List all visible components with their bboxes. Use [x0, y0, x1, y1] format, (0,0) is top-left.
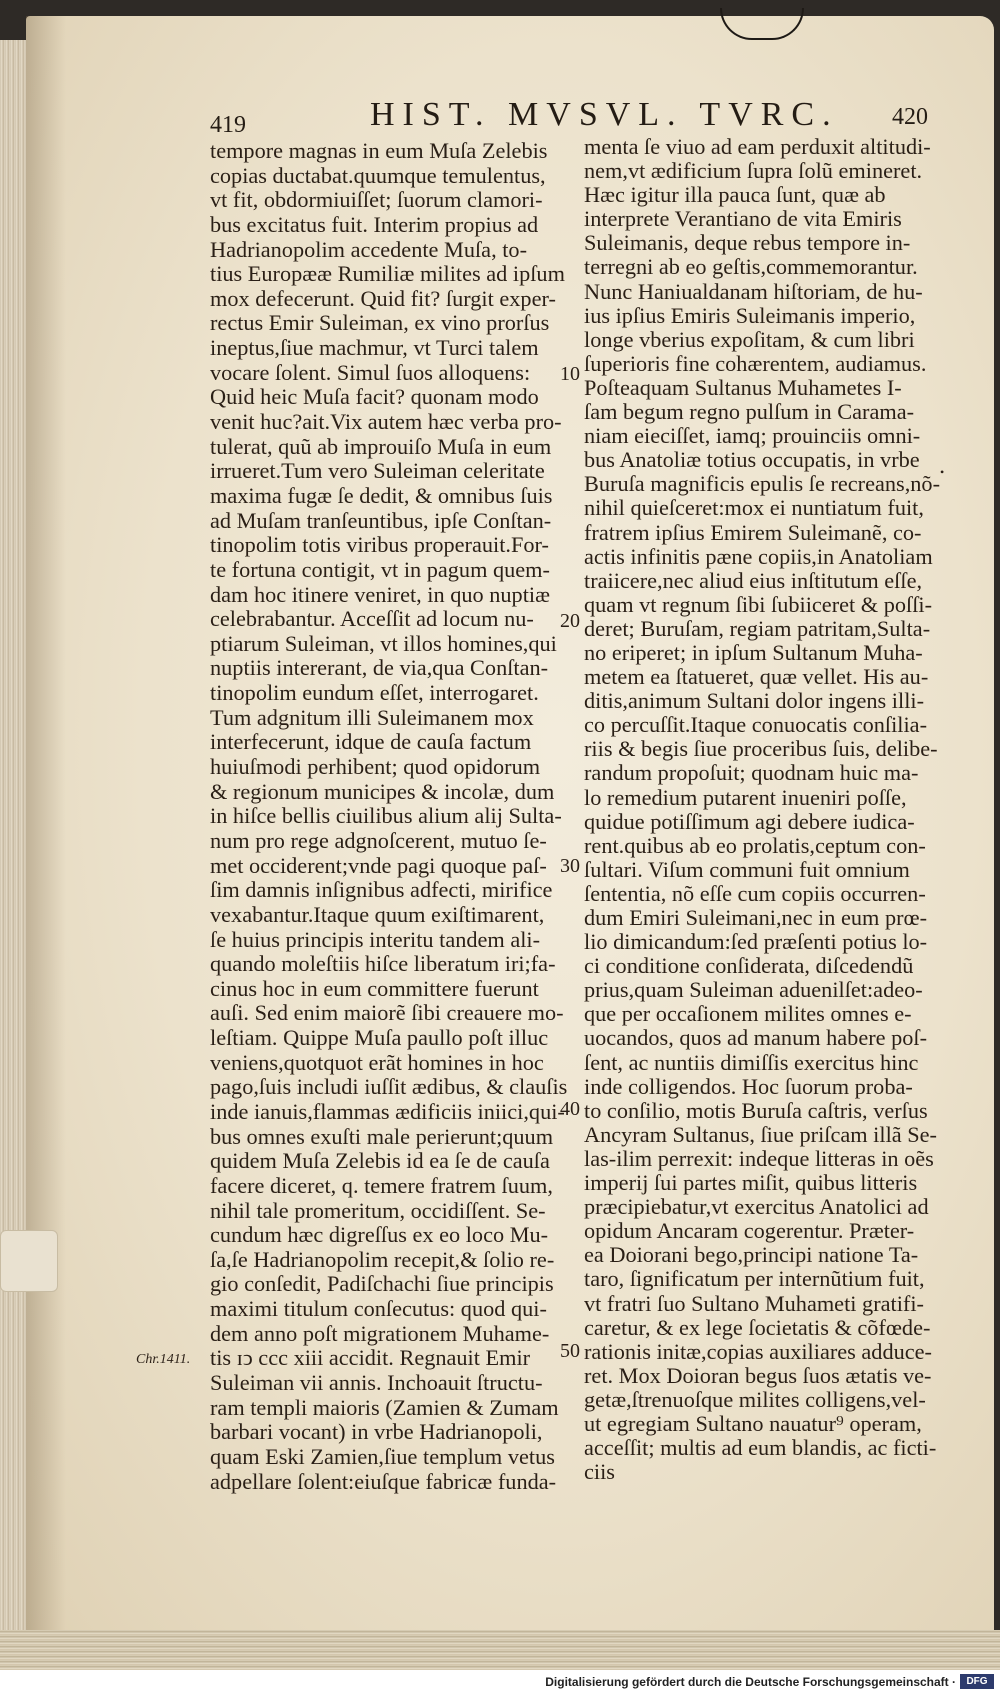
text-line: caretur, & ex lege ſocietatis & cõfœde-: [584, 1314, 931, 1340]
text-line: bus excitatus fuit. Interim propius ad: [210, 211, 539, 237]
text-line: quam Eski Zamien,ſiue templum vetus: [210, 1443, 555, 1469]
text-line: quidem Muſa Zelebis id ea ſe de cauſa: [210, 1148, 550, 1174]
text-line: interfecerunt, idque de cauſa factum: [210, 729, 532, 755]
right-page-number: 420: [892, 104, 928, 130]
text-line: lio dimicandum:ſed præſenti potius lo-: [584, 929, 928, 955]
text-line: tinopolim eundum eſſet, interrogaret.: [210, 680, 539, 706]
text-line: inde ianuis,flammas ædificiis iniici,qui-: [210, 1098, 565, 1124]
right-text-column: [584, 135, 939, 1484]
line-number-10: 10: [560, 363, 580, 385]
line-number-40: 40: [560, 1098, 580, 1120]
text-line: tinopolim totis viribus properauit.For-: [210, 532, 549, 558]
text-line: Buruſa magnificis epulis ſe recreans,nõ-: [584, 471, 941, 497]
text-line: ut egregiam Sultano nauatur⁹ operam,: [584, 1410, 922, 1436]
dfg-logo: DFG: [960, 1674, 994, 1689]
text-line: ci conditione conſiderata, diſcedendũ: [584, 953, 914, 979]
text-line: maximi titulum conſecutus: quod qui-: [210, 1296, 547, 1322]
text-line: longe vberius expoſitam, & cum libri: [584, 326, 915, 352]
text-line: deret; Buruſam, regiam patritam,Sulta-: [584, 615, 931, 641]
text-line: quam vt regnum ſibi ſubiiceret & poſſi-: [584, 591, 933, 617]
text-line: te fortuna contigit, vt in pagum quem-: [210, 556, 550, 582]
text-line: dam hoc itinere veniret, in quo nuptiæ: [210, 581, 550, 607]
text-line: lo remedium putarent inueniri poſſe,: [584, 784, 907, 810]
text-line: huiuſmodi perhibent; quod opidorum: [210, 754, 541, 780]
text-line: nem,vt ædificium ſupra ſolũ emineret.: [584, 158, 923, 184]
text-line: veniens,quotquot erãt homines in hoc: [210, 1049, 544, 1075]
text-line: præcipiebatur,vt exercitus Anatolici ad: [584, 1194, 929, 1220]
text-line: Quid heic Muſa facit? quonam modo: [210, 384, 539, 410]
text-line: no eriperet; in ipſum Sultanum Muha-: [584, 639, 923, 665]
text-line: Suleimanis, deque rebus tempore in-: [584, 230, 911, 256]
text-line: gio conſedit, Padiſchachi ſiue principis: [210, 1271, 554, 1297]
text-line: tis ɪↄ ccc xiii accidit. Regnauit Emir: [210, 1345, 531, 1371]
text-line: maxima fugæ ſe dedit, & omnibus ſuis: [210, 482, 553, 508]
text-line: quando moleſtiis hiſce liberatum iri;fa-: [210, 951, 556, 977]
text-line: copias ductabat.quumque temulentus,: [210, 162, 546, 188]
text-line: co percuſſit.Itaque conuocatis conſilia-: [584, 712, 927, 738]
text-line: fratrem ipſius Emirem Suleimanẽ, co-: [584, 519, 922, 545]
text-line: ſim damnis inſignibus adfecti, mirifice: [210, 877, 553, 903]
text-line: vexabantur.Itaque quum exiſtimarent,: [210, 901, 545, 927]
text-line: adpellare ſolent:eiuſque fabricæ funda-: [210, 1468, 557, 1494]
text-line: auſi. Sed enim maiorẽ ſibi creauere mo-: [210, 1000, 564, 1026]
text-line: ea Doiorani bego,principi natione Ta-: [584, 1242, 919, 1268]
text-line: ſent, ac nuntiis dimiſſis exercitus hinc: [584, 1049, 919, 1075]
text-line: tulerat, quũ ab improuiſo Muſa in eum: [210, 433, 552, 459]
text-line: Ancyram Sultanus, ſiue priſcam illã Se-: [584, 1121, 937, 1147]
text-line: bus omnes exuſti male perierunt;quum: [210, 1123, 554, 1149]
text-line: venit huc?ait.Vix autem hæc verba pro-: [210, 409, 562, 435]
text-line: vt fit, obdormiuiſſet; ſuorum clamori-: [210, 187, 543, 213]
text-line: interprete Verantiano de vita Emiris: [584, 206, 902, 232]
text-line: Hæc igitur illa pauca ſunt, quæ ab: [584, 182, 886, 208]
text-line: ad Muſam tranſeuntibus, ipſe Conſtan-: [210, 507, 552, 533]
paper-slip: [0, 1230, 58, 1292]
text-line: ſultari. Viſum communi fuit omnium: [584, 856, 910, 882]
text-line: num pro rege adgnoſcerent, mutuo ſe-: [210, 827, 547, 853]
text-line: bus Anatoliæ totius occupatis, in vrbe: [584, 447, 920, 473]
running-head: HIST. MVSVL. TVRC.: [370, 96, 839, 133]
text-line: quidue potiſſimum agi debere iudica-: [584, 808, 915, 834]
text-line: niam eieciſſet, iamq; prouinciis omni-: [584, 423, 921, 449]
text-line: pago,ſuis includi iuſſit ædibus, & clauſis: [210, 1074, 568, 1100]
text-line: leſtiam. Quippe Muſa paullo poſt illuc: [210, 1025, 549, 1051]
text-line: facere diceret, q. temere fratrem ſuum,: [210, 1172, 553, 1198]
text-line: dem anno poſt migrationem Muhame-: [210, 1320, 550, 1346]
text-line: ſententia, nõ eſſe cum copiis occurren-: [584, 880, 926, 906]
text-line: to conſilio, motis Buruſa caſtris, verſus: [584, 1097, 928, 1123]
left-page-number: 419: [210, 112, 246, 138]
text-line: randum propoſuit; quodnam huic ma-: [584, 760, 919, 786]
text-line: nihil quieſceret:mox ei nuntiatum fuit,: [584, 495, 924, 521]
text-line: que per occaſionem milites omnes e-: [584, 1001, 912, 1027]
text-line: getæ,ſtrenuoſque milites colligens,vel-: [584, 1386, 926, 1412]
text-line: acceſſit; multis ad eum blandis, ac ficti-: [584, 1435, 937, 1461]
text-line: taro, ſignificatum per internũtium fuit,: [584, 1266, 925, 1292]
footer-credit: Digitalisierung gefördert durch die Deutsche Forschungsgemeinschaft ·: [545, 1675, 956, 1689]
text-line: tempore magnas in eum Muſa Zelebis: [210, 138, 548, 163]
text-line: ſa,ſe Hadrianopolim recepit,& ſolio re-: [210, 1246, 555, 1272]
text-line: ditis,animum Sultani dolor ingens illi-: [584, 688, 925, 714]
text-line: rectus Emir Suleiman, ex vino prorſus: [210, 310, 550, 336]
text-line: ram templi maioris (Zamien & Zumam: [210, 1394, 559, 1420]
text-line: dum Emiri Suleimani,nec in eum prœ-: [584, 905, 928, 930]
left-text-column: [210, 138, 568, 1494]
text-line: rent.quibus ab eo prolatis,ceptum con-: [584, 832, 926, 858]
page-stack-edge: [0, 1630, 1000, 1670]
text-line: irrueret.Tum vero Suleiman celeritate: [210, 458, 545, 484]
text-line: riis & begis ſiue proceribus ſuis, delibe-: [584, 736, 938, 762]
text-line: actis infinitis pæne copiis,in Anatoliam: [584, 543, 933, 569]
text-line: rationis initæ,copias auxiliares adduce-: [584, 1338, 932, 1364]
text-line: Tum adgnitum illi Suleimanem mox: [210, 704, 534, 730]
text-line: ret. Mox Doioran begus ſuos ætatis ve-: [584, 1362, 932, 1388]
line-number-20: 20: [560, 610, 580, 632]
text-line: Poſteaquam Sultanus Muhametes I-: [584, 374, 902, 400]
text-line: cinus hoc in eum committere fuerunt: [210, 975, 539, 1001]
gutter-shadow: [26, 16, 66, 1636]
text-line: ptiarum Suleiman, vt illos homines,qui: [210, 630, 557, 656]
text-line: traiicere,nec aliud eius inſtitutum eſſe,: [584, 567, 923, 593]
margin-dot: •: [940, 465, 945, 479]
text-line: ius ipſius Emiris Suleimanis imperio,: [584, 302, 916, 328]
line-number-30: 30: [560, 855, 580, 877]
margin-note-year: Chr.1411.: [136, 1352, 191, 1367]
text-line: ciis: [584, 1459, 615, 1485]
text-line: Hadrianopolim accedente Muſa, to-: [210, 236, 527, 262]
text-line: ineptus,ſiue machmur, vt Turci talem: [210, 335, 539, 361]
text-line: met occiderent;vnde pagi quoque paſ-: [210, 852, 547, 878]
text-line: ſam begum regno pulſum in Carama-: [584, 399, 915, 425]
text-line: Nunc Haniualdanam hiſtoriam, de hu-: [584, 278, 923, 304]
text-line: ſe huius principis interitu tandem ali-: [210, 926, 541, 952]
text-line: inde colligendos. Hoc ſuorum proba-: [584, 1073, 913, 1099]
text-line: & regionum municipes & incolæ, dum: [210, 778, 555, 804]
text-line: imperij ſui partes miſit, quibus litteris: [584, 1170, 918, 1196]
text-line: Suleiman vii annis. Inchoauit ſtructu-: [210, 1370, 543, 1396]
text-line: ſuperioris fine cohærentem, audiamus.: [584, 350, 927, 376]
text-line: celebrabantur. Acceſſit ad locum nu-: [210, 606, 534, 632]
text-line: nihil tale promeritum, occidiſſent. Se-: [210, 1197, 546, 1223]
text-line: metem ea ſtatueret, quæ vellet. His au-: [584, 664, 929, 690]
text-line: uocandos, quos ad manum habere poſ-: [584, 1025, 928, 1051]
text-line: vt fratri ſuo Sultano Muhameti gratifi-: [584, 1290, 924, 1316]
text-line: nuptiis intererant, de via,qua Conſtan-: [210, 655, 549, 681]
text-line: in hiſce bellis ciuilibus alium alij Sulta-: [210, 803, 562, 829]
text-line: terregni ab eo geſtis,commemorantur.: [584, 254, 918, 280]
text-line: vocare ſolent. Simul ſuos alloquens:: [210, 359, 531, 385]
text-line: menta ſe viuo ad eam perduxit altitudi-: [584, 134, 931, 159]
text-line: opidum Ancaram cogerentur. Præter-: [584, 1218, 915, 1244]
text-line: barbari vocant) in vrbe Hadrianopoli,: [210, 1419, 543, 1445]
text-line: tius Europææ Rumiliæ milites ad ipſum: [210, 261, 565, 287]
line-number-50: 50: [560, 1340, 580, 1362]
text-line: prius,quam Suleiman aduenilſet:adeo-: [584, 977, 923, 1003]
text-line: mox defecerunt. Quid fit? ſurgit exper-: [210, 285, 556, 311]
text-line: cundum hæc digreſſus ex eo loco Mu-: [210, 1222, 549, 1248]
text-line: las-ilim perrexit: indeque litteras in oẽs: [584, 1145, 934, 1171]
